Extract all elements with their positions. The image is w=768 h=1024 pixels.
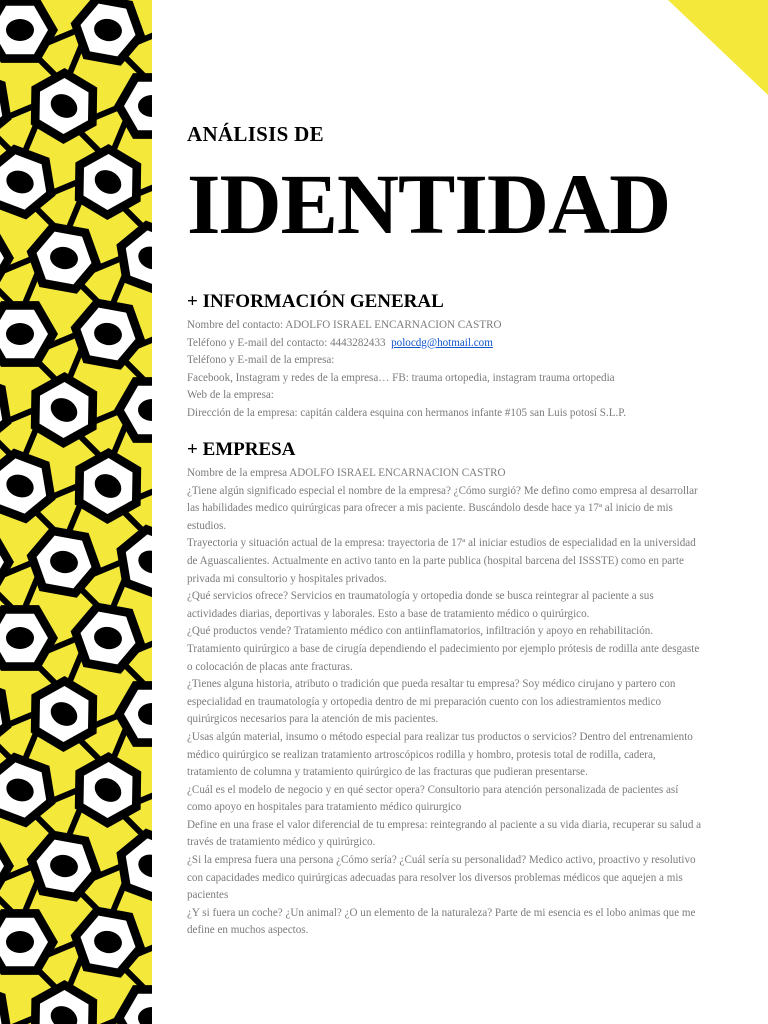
section-heading-empresa: + EMPRESA bbox=[187, 439, 296, 460]
yellow-corner-triangle bbox=[668, 0, 768, 95]
empresa-line: actividades diarias, deportivas y laborales. Esto a base de tratamiento médico o quirúrgico. bbox=[187, 607, 590, 620]
decorative-pattern-strip bbox=[0, 0, 152, 1024]
contact-email-link[interactable]: polocdg@hotmail.com bbox=[391, 336, 493, 349]
contact-phone-label: Teléfono y E-mail del contacto: 4443282433 bbox=[187, 336, 386, 349]
empresa-line: con capacidades medico quirúrgicas adecuadas para resolver los diversos problemas médicos que aquejen a mis bbox=[187, 871, 683, 884]
empresa-line: de Aguascalientes. Actualmente en activo tanto en la parte publica (hospital barcena del ISSSTE) como en parte bbox=[187, 554, 684, 567]
empresa-body bbox=[187, 465, 762, 940]
contact-phone-email bbox=[187, 335, 762, 353]
empresa-line: Trayectoria y situación actual de la empresa: trayectoria de 17ª al iniciar estudios de especialidad en la universidad bbox=[187, 537, 696, 550]
empresa-line: ¿Qué productos vende? Tratamiento médico con antiinflamatorios, infiltración y apoyo en rehabilitación. bbox=[187, 625, 654, 638]
pattern-center-dot bbox=[6, 627, 34, 649]
empresa-line: ¿Y si fuera un coche? ¿Un animal? ¿O un elemento de la naturaleza? Parte de mi esencia es el lobo animas que me bbox=[187, 906, 696, 919]
empresa-line: ¿Tienes alguna historia, atributo o tradición que pueda resaltar tu empresa? Soy médico cirujano y partero con bbox=[187, 678, 676, 691]
empresa-line: Tratamiento quirúrgico a base de cirugía dependiendo el padecimiento por ejemplo prótesis de rodilla ante desgaste bbox=[187, 642, 700, 655]
empresa-line: través de tratamiento médico y quirúrgico. bbox=[187, 836, 376, 849]
geometric-pattern-graphic bbox=[0, 0, 152, 1024]
social-networks: Facebook, Instagram y redes de la empresa… FB: trauma ortopedia, instagram trauma ortopedia bbox=[187, 371, 615, 384]
page-title: IDENTIDAD bbox=[187, 156, 671, 252]
pattern-center-dot bbox=[6, 19, 34, 41]
contact-name: Nombre del contacto: ADOLFO ISRAEL ENCARNACION CASTRO bbox=[187, 319, 502, 331]
empresa-line: las habilidades medico quirúrgicas para ofrecer a mis paciente. Buscándolo desde hace ya 17ª al inicio de mis bbox=[187, 502, 673, 515]
empresa-line: tratamiento de columna y tratamiento quirúrgico de las fracturas que pudieran presentarse. bbox=[187, 766, 588, 779]
empresa-line: como apoyo en hospitales para tratamiento médico quirurgico bbox=[187, 801, 462, 814]
empresa-line: define en muchos aspectos. bbox=[187, 924, 309, 937]
section-empresa bbox=[187, 439, 762, 940]
empresa-line: Define en una frase el valor diferencial de tu empresa: reintegrando al paciente a su vida diaria, recuperar su salud a bbox=[187, 818, 702, 831]
section-heading-general: + INFORMACIÓN GENERAL bbox=[187, 291, 444, 312]
pre-title: ANÁLISIS DE bbox=[187, 122, 324, 146]
company-phone-email: Teléfono y E-mail de la empresa: bbox=[187, 354, 335, 367]
company-web: Web de la empresa: bbox=[187, 389, 274, 402]
section-general-info bbox=[187, 291, 762, 423]
empresa-line: ¿Qué servicios ofrece? Servicios en traumatología y ortopedia donde se busca reintegrar al paciente a sus bbox=[187, 590, 654, 603]
empresa-line: ¿Cuál es el modelo de negocio y en qué sector opera? Consultorio para atención personalizada de pacientes así bbox=[187, 783, 679, 796]
company-address: Dirección de la empresa: capitán caldera esquina con hermanos infante #105 san Luis potosí S.L.P. bbox=[187, 406, 626, 419]
empresa-line: o colocación de placas ante fracturas. bbox=[187, 660, 353, 673]
empresa-line: Nombre de la empresa ADOLFO ISRAEL ENCARNACION CASTRO bbox=[187, 467, 506, 479]
empresa-line: pacientes bbox=[187, 889, 229, 902]
pattern-center-dot bbox=[6, 323, 34, 345]
empresa-line: ¿Tiene algún significado especial el nombre de la empresa? ¿Cómo surgió? Me defino como empresa al desarrollar bbox=[187, 484, 698, 497]
empresa-line: estudios. bbox=[187, 519, 227, 532]
empresa-line: ¿Usas algún material, insumo o método especial para realizar tus productos o servicios? Dentro del entrenamiento bbox=[187, 730, 693, 743]
empresa-line: quirúrgicos necesarios para la atención de mis pacientes. bbox=[187, 713, 439, 726]
empresa-line: especialidad en traumatología y ortopedia dentro de mi preparación cuento con los adiestramientos medico bbox=[187, 695, 662, 708]
empresa-line: ¿Si la empresa fuera una persona ¿Cómo sería? ¿Cuál sería su personalidad? Medico activo, proactivo y resolutivo bbox=[187, 854, 696, 867]
pattern-center-dot bbox=[6, 931, 34, 953]
empresa-line: médico quirúrgico se realizan tratamiento artroscópicos rodilla y hombro, protesis total de rodilla, cadera, bbox=[187, 748, 656, 761]
empresa-line: privada mi consultorio y hospitales privados. bbox=[187, 572, 387, 585]
